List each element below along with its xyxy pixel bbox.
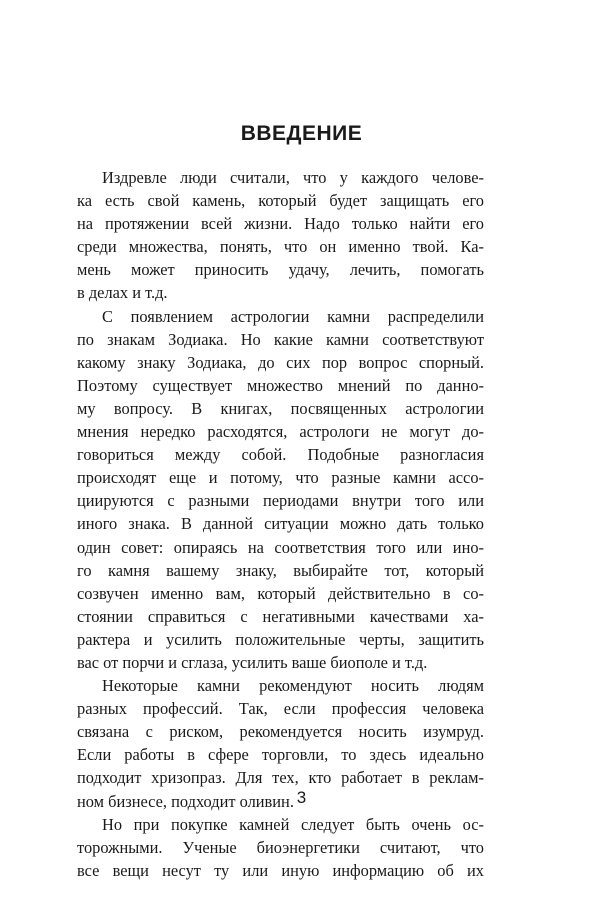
text-line: мнения нередко расходятся, астрологи не могут до- bbox=[77, 422, 484, 442]
text-line: го камня вашему знаку, выбирайте тот, который bbox=[77, 560, 484, 580]
text-line: происходят еще и потому, что разные камни ассо- bbox=[77, 468, 484, 488]
text-line: среди множества, понять, что он именно твой. Ка- bbox=[77, 237, 484, 257]
text-line: стоянии справиться с негативными качествами ха- bbox=[77, 606, 484, 626]
text-line: Если работы в сфере торговли, то здесь идеально bbox=[77, 745, 484, 765]
text-line: вас от порчи и сглаза, усилить ваше биополе и т.д. bbox=[77, 652, 428, 672]
text-line: Издревле люди считали, что у каждого челове- bbox=[102, 168, 484, 187]
text-line: му вопросу. В книгах, посвященных астрологии bbox=[77, 398, 484, 418]
text-line: все вещи несут ту или иную информацию об их bbox=[77, 860, 484, 880]
text-line: связана с риском, рекомендуется носить изумруд. bbox=[77, 722, 484, 742]
body-text bbox=[77, 166, 484, 882]
text-line: Некоторые камни рекомендуют носить людям bbox=[102, 676, 484, 696]
text-line: один совет: опираясь на соответствия того или ино- bbox=[77, 537, 484, 557]
text-line: по знакам Зодиака. Но какие камни соответствуют bbox=[77, 329, 484, 349]
text-line: подходит хризопраз. Для тех, кто работает в реклам- bbox=[77, 768, 484, 788]
text-line: ка есть свой камень, который будет защищать его bbox=[77, 191, 484, 211]
text-line: говориться между собой. Подобные разногласия bbox=[77, 445, 484, 465]
text-line: созвучен именно вам, который действительно в со- bbox=[77, 583, 484, 603]
chapter-title: ВВЕДЕНИЕ bbox=[240, 122, 363, 145]
text-line: торожными. Ученые биоэнергетики считают, что bbox=[77, 837, 484, 857]
text-line: Поэтому существует множество мнений по данно- bbox=[77, 375, 484, 395]
text-line: Но при покупке камней следует быть очень ос- bbox=[102, 814, 484, 834]
text-line: С появлением астрологии камни распределили bbox=[102, 306, 484, 326]
text-line: иного знака. В данной ситуации можно дать только bbox=[77, 514, 484, 534]
text-line: ном бизнесе, подходит оливин. bbox=[77, 791, 294, 811]
text-line: на протяжении всей жизни. Надо только найти его bbox=[77, 214, 484, 234]
text-line: рактера и усилить положительные черты, защитить bbox=[77, 629, 484, 649]
text-line: какому знаку Зодиака, до сих пор вопрос спорный. bbox=[77, 352, 484, 372]
text-line: мень может приносить удачу, лечить, помогать bbox=[77, 260, 484, 280]
page-number: 3 bbox=[296, 788, 307, 807]
text-line: циируются с разными периодами внутри того или bbox=[77, 491, 484, 511]
text-line: в делах и т.д. bbox=[77, 283, 168, 303]
text-line: разных профессий. Так, если профессия человека bbox=[77, 699, 484, 719]
